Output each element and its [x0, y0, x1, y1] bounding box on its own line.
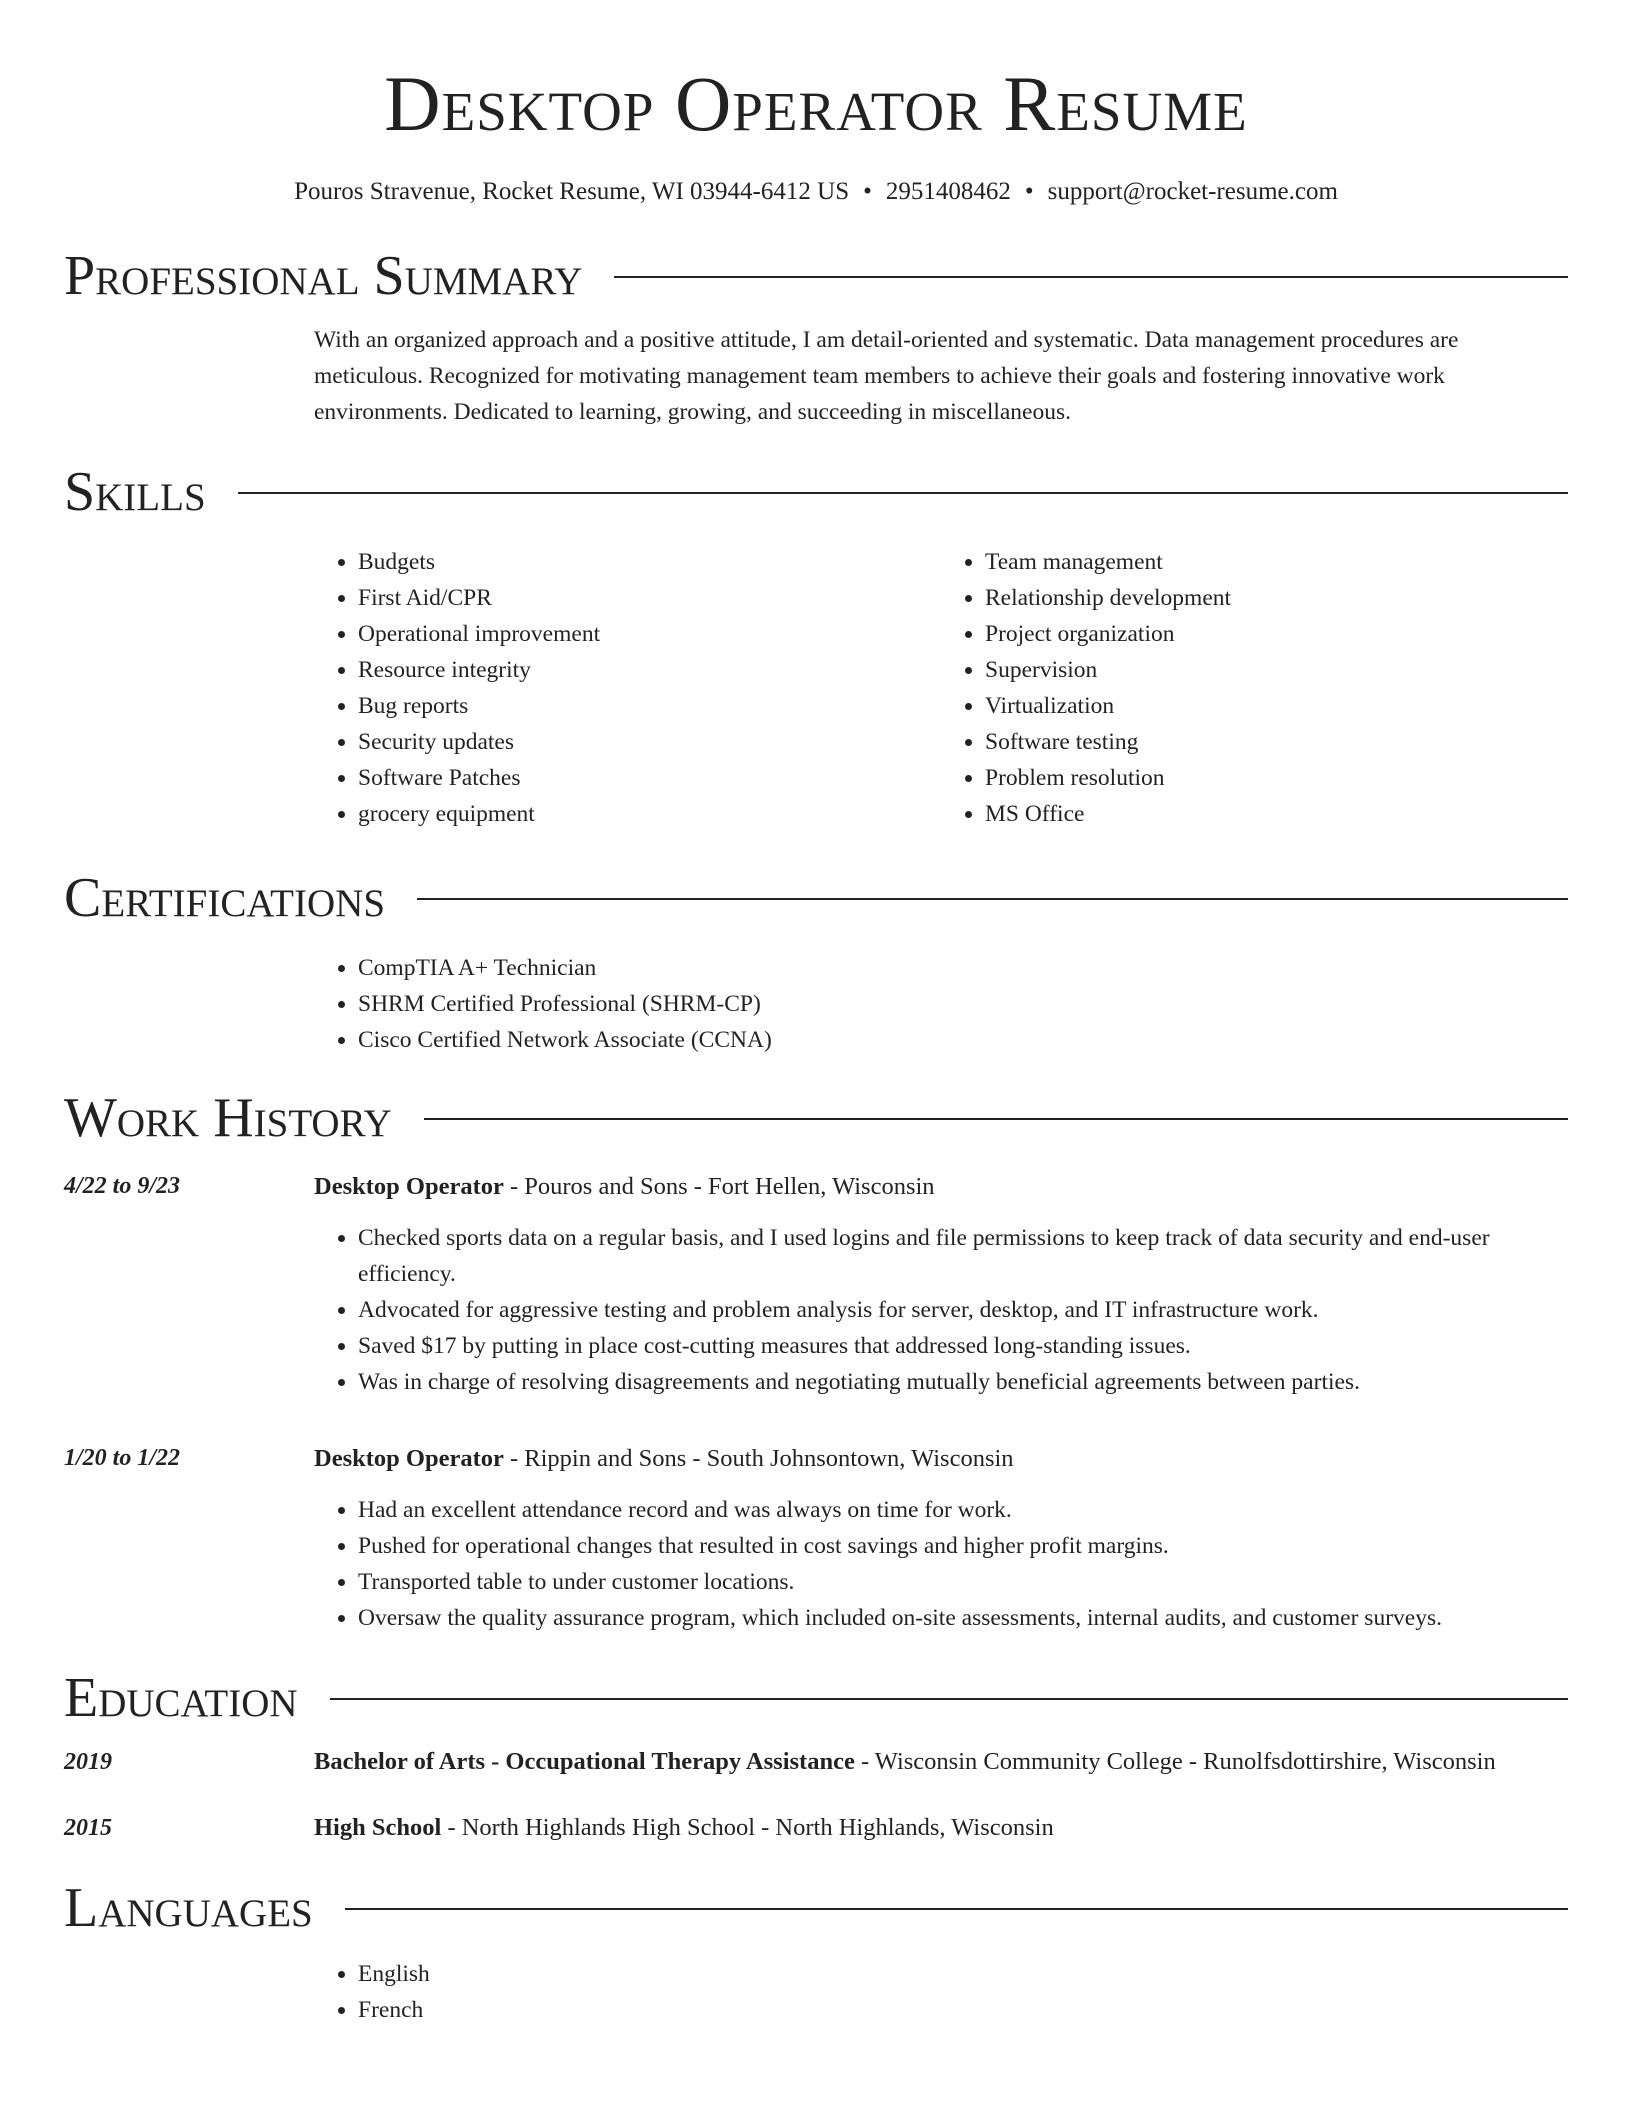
- job-heading: [314, 1168, 1568, 1206]
- education-header: [64, 1666, 1568, 1730]
- education-entry: [64, 1742, 1568, 1782]
- job-bullet: • Had an excellent attendance record and was always on time for work.: [358, 1492, 1568, 1528]
- skill-item: • Budgets: [358, 544, 941, 580]
- resume-title: Desktop Operator Resume: [384, 60, 1248, 147]
- skill-item: • Operational improvement: [358, 616, 941, 652]
- certifications-list: [314, 950, 1568, 1058]
- skill-item: • Relationship development: [985, 580, 1568, 616]
- certifications-header: [64, 866, 1568, 930]
- job-title: Desktop Operator: [314, 1173, 504, 1200]
- job-title: Desktop Operator: [314, 1445, 504, 1472]
- job-details: - Rippin and Sons - South Johnsontown, Wisconsin: [503, 1445, 1014, 1472]
- contact-separator: •: [1024, 178, 1034, 205]
- contact-separator: •: [863, 178, 872, 205]
- education-entry: [64, 1808, 1568, 1848]
- section-divider: [345, 1908, 1568, 1910]
- skill-item: • Project organization: [985, 616, 1568, 652]
- skill-item: • Software Patches: [358, 760, 941, 796]
- work-heading: Work History: [64, 1087, 392, 1149]
- education-section: [64, 1666, 1568, 1848]
- job-entry: [64, 1440, 1568, 1636]
- job-date: 4/22 to 9/23: [64, 1173, 181, 1199]
- summary-heading: Professional Summary: [64, 245, 583, 307]
- job-bullet: • Oversaw the quality assurance program, which included on-site assessments, internal audits, and customer surveys.: [358, 1600, 1568, 1636]
- work-section: [64, 1086, 1568, 1636]
- contact-phone: 2951408462: [885, 178, 1011, 205]
- languages-list-wrap: [314, 1956, 1568, 2028]
- summary-header: [64, 244, 1568, 308]
- education-details: - Wisconsin Community College - Runolfsdottirshire, Wisconsin: [854, 1748, 1496, 1775]
- job-heading: [314, 1440, 1568, 1478]
- contact-email: support@rocket-resume.com: [1047, 178, 1338, 205]
- skills-section: [64, 460, 1568, 832]
- skills-header: [64, 460, 1568, 524]
- section-divider: [330, 1698, 1568, 1700]
- summary-text: With an organized approach and a positive attitude, I am detail-oriented and systematic. Data management procedures are meticulous. Recognized for motivating management team members to achieve their goals and fostering innovative work environments. Dedicated to learning, growing, and succeeding in miscellaneous.: [314, 327, 1459, 425]
- language-item: • English: [358, 1956, 1568, 1992]
- job-bullets: [314, 1220, 1568, 1400]
- section-divider: [417, 898, 1568, 900]
- work-header: [64, 1086, 1568, 1150]
- languages-heading: Languages: [64, 1877, 313, 1939]
- contact-address: Pouros Stravenue, Rocket Resume, WI 03944-6412 US: [294, 178, 850, 205]
- language-item: • French: [358, 1992, 1568, 2028]
- education-date: 2019: [64, 1749, 112, 1775]
- job-content: [314, 1168, 1568, 1400]
- certification-item: • CompTIA A+ Technician: [358, 950, 1568, 986]
- education-degree: Bachelor of Arts - Occupational Therapy Assistance: [314, 1748, 855, 1775]
- skills-right-list: [941, 544, 1568, 832]
- languages-list: [314, 1956, 1568, 2028]
- job-entry: [64, 1168, 1568, 1400]
- languages-section: [64, 1876, 1568, 2028]
- job-bullet: • Advocated for aggressive testing and problem analysis for server, desktop, and IT infrastructure work.: [358, 1292, 1568, 1328]
- skill-item: • MS Office: [985, 796, 1568, 832]
- skill-item: • Problem resolution: [985, 760, 1568, 796]
- section-divider: [614, 276, 1568, 278]
- skill-item: • Supervision: [985, 652, 1568, 688]
- job-date: 1/20 to 1/22: [64, 1445, 181, 1471]
- education-content: [314, 1742, 1568, 1782]
- certifications-heading: Certifications: [64, 867, 386, 929]
- education-details: - North Highlands High School - North Highlands, Wisconsin: [441, 1814, 1054, 1841]
- skills-heading: Skills: [64, 461, 206, 523]
- skills-columns: [314, 544, 1568, 832]
- contact-line: [64, 176, 1568, 208]
- job-bullet: • Pushed for operational changes that resulted in cost savings and higher profit margins.: [358, 1528, 1568, 1564]
- education-degree: High School: [314, 1814, 442, 1841]
- skill-item: • Virtualization: [985, 688, 1568, 724]
- certification-item: • Cisco Certified Network Associate (CCNA): [358, 1022, 1568, 1058]
- section-divider: [424, 1118, 1568, 1120]
- job-bullet: • Was in charge of resolving disagreements and negotiating mutually beneficial agreements between parties.: [358, 1364, 1568, 1400]
- certification-item: • SHRM Certified Professional (SHRM-CP): [358, 986, 1568, 1022]
- skill-item: • Security updates: [358, 724, 941, 760]
- skill-item: • Software testing: [985, 724, 1568, 760]
- summary-section: [64, 244, 1568, 430]
- certifications-section: [64, 866, 1568, 1058]
- job-bullet: • Transported table to under customer locations.: [358, 1564, 1568, 1600]
- skills-left-list: [314, 544, 941, 832]
- languages-header: [64, 1876, 1568, 1940]
- job-details: - Pouros and Sons - Fort Hellen, Wisconsin: [503, 1173, 935, 1200]
- certifications-list-wrap: [314, 950, 1568, 1058]
- education-heading: Education: [64, 1667, 298, 1729]
- job-bullet: • Saved $17 by putting in place cost-cutting measures that addressed long-standing issues.: [358, 1328, 1568, 1364]
- education-date: 2015: [64, 1815, 112, 1841]
- section-divider: [238, 492, 1568, 494]
- education-content: [314, 1808, 1568, 1848]
- job-content: [314, 1440, 1568, 1636]
- skill-item: • Bug reports: [358, 688, 941, 724]
- skill-item: • grocery equipment: [358, 796, 941, 832]
- skill-item: • Team management: [985, 544, 1568, 580]
- job-bullets: [314, 1492, 1568, 1636]
- skill-item: • Resource integrity: [358, 652, 941, 688]
- job-bullet: • Checked sports data on a regular basis, and I used logins and file permissions to keep track of data security and end-user efficiency.: [358, 1220, 1568, 1292]
- skill-item: • First Aid/CPR: [358, 580, 941, 616]
